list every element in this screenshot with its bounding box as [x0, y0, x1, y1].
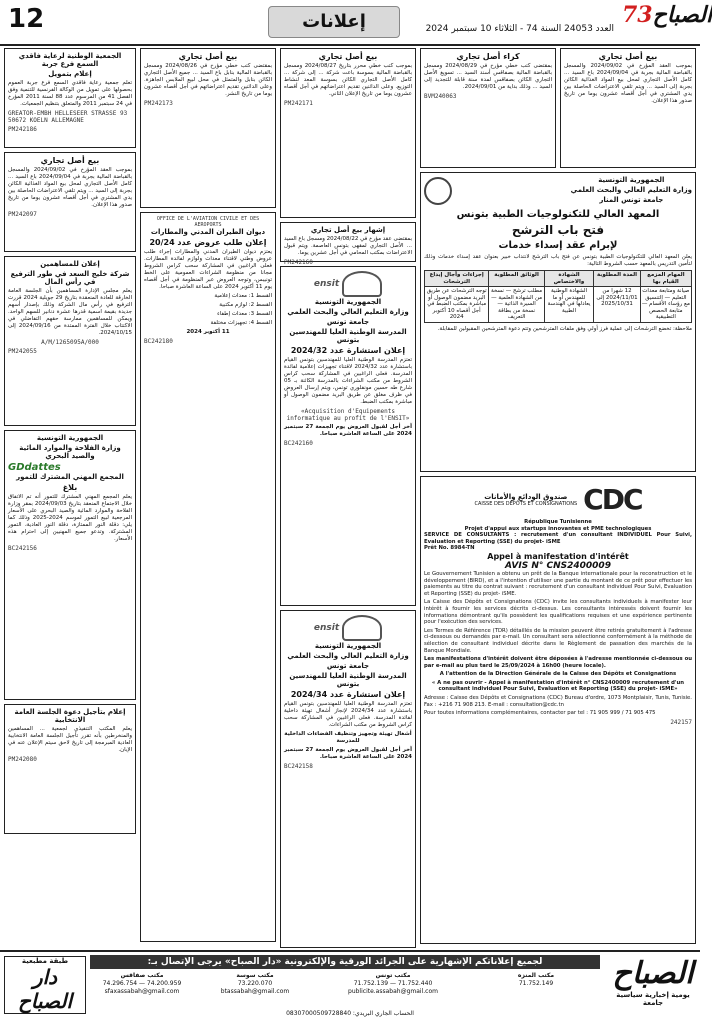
- ad-subtitle: شركة خليج السعد في طور الترفيع في رأس المال: [10, 270, 130, 286]
- republic: الجمهورية التونسية: [314, 642, 382, 650]
- ad-body: بموجب كتب خطي محرر بتاريخ 2024/08/27 ومسجل بالقباضة المالية بسوسة باعت شركة ... إلى شركة ... كامل الأصل التجاري الكائن بسوسة المعد لنشاط التوزيع. وعلى الدائنين تقديم اعتراضاتهم في أجل أقصاه عشرون يوما من تاريخ الإعلان الثاني.: [284, 63, 412, 97]
- ad-subtitle: إعلام بتمويل: [48, 70, 92, 78]
- ensit-logo: [284, 270, 412, 298]
- ad-ref: PM242055: [8, 348, 37, 355]
- fr-info: Pour toutes informations complémentaires, contacter par tel : 71 905 999 / 71 905 475: [424, 710, 656, 717]
- ad-body: تعتزم المدرسة الوطنية العليا للمهندسين بتونس القيام باستشارة عدد 2024/34 لإنجاز أشغال تهيئة داخلية لفائدة المدرسة. فعلى الراغبين في المشاركة سحب كراس الشروط من مكتب الشراءات.: [284, 701, 412, 728]
- office-email[interactable]: btassabah@gmail.com: [220, 988, 290, 995]
- table-cell: 12 شهرا من 2024/11/01 إلى 2025/10/31: [594, 287, 640, 323]
- table-header-cell: إجراءات وآجال إيداع الترشحات: [425, 271, 489, 287]
- table-cell: مطلب ترشح — نسخة من الشهادة العلمية — السيرة الذاتية — نسخة من بطاقة التعريف: [489, 287, 544, 323]
- ad-subtitle: وزارة الفلاحة والموارد المائية والصيد البحري: [19, 444, 121, 460]
- column-right: [420, 48, 696, 948]
- call-subtitle: لإبرام عقد إسداء خدمات: [498, 240, 618, 251]
- ad-civil-aviation: [140, 212, 276, 942]
- table-header-cell: المدة المطلوبة: [594, 271, 640, 287]
- ensit-mark-icon: [342, 271, 382, 297]
- fr-service: SERVICE DE CONSULTANTS : recrutement d'un consultant INDIVIDUEL Pour Suivi, Evaluation et Reporting (SSE) du projet- iSME: [424, 532, 692, 545]
- cdc-names: [474, 493, 577, 507]
- ad-body: تعلم جمعية رعاية فاقدي السمع فرع جربة العموم بحصولها على تمويل من الوكالة الفرنسية للتنمية وفق الفصل 41 من المرسوم عدد 88 لسنة 2011 المؤرخ في 24 سبتمبر 2011 والمتعلق بتنظيم الجمعيات.: [8, 80, 132, 107]
- ad-deadline: آخر أجل لقبول العروض يوم الجمعة 27 سبتمبر 2024 على الساعة العاشرة صباحا.: [284, 424, 412, 437]
- table-header-cell: الشهادة والاختصاص: [544, 271, 593, 287]
- logo-top: طبقة مطبعية: [21, 957, 69, 965]
- call-title: فتح باب الترشح: [511, 223, 605, 237]
- ad-body: بموجب العقد المؤرخ في 2024/09/02 والمسجل بالقباضة المالية بجربة في 2024/09/04 باع السيد ... كامل الأصل التجاري لمحل بيع المواد الغذائية الكائن بجربة إلى السيد ... ويتم تلقي الاعتراضات الحاصلة بين يدي المشتري في أجل أقصاه عشرون يوما من تاريخ صدور هذا الإعلان.: [8, 167, 132, 208]
- ad-ref: BC242158: [284, 763, 313, 770]
- institute-logo-icon: [424, 177, 452, 205]
- logo-text: الصباح: [652, 2, 712, 28]
- ad-ref: PM242186: [8, 126, 37, 133]
- fr-ami: Appel à manifestation d'intérêt: [487, 551, 629, 561]
- ad-ref: PM242080: [8, 756, 37, 763]
- office-title: مكتب سوسة: [236, 972, 274, 979]
- logo-number: 73: [622, 2, 653, 28]
- ad-deadline: 11 أكتوبر 2024: [186, 329, 230, 335]
- issue-line: العدد 24053 السنة 74 - الثلاثاء 10 سبتمبر 2024: [425, 24, 614, 34]
- table-header-cell: الوثائق المطلوبة: [489, 271, 544, 287]
- logo-text: الصباح: [612, 956, 694, 991]
- inst-republic: الجمهورية التونسية: [598, 176, 665, 184]
- assabah-logo: [610, 956, 696, 1016]
- institute-names: [571, 176, 692, 206]
- ad-body: تعتزم المدرسة الوطنية العليا للمهندسين بتونس القيام باستشارة عدد 2024/32 لاقتناء تجهيزات إعلامية لفائدة المدرسة. فعلى الراغبين في المشاركة سحب كراس الشروط من مكتب الشراءات بالمدرسة الكائنة بـ 05 شارع طه حسين مونفلوري تونس، ويتم إرسال العروض في ظرف مغلق عن طريق البريد مضمون الوصول أو مباشرة بمكتب الضبط.: [284, 357, 413, 405]
- office-menzah: [476, 972, 596, 988]
- ad-code: A/M/1265095A/000: [41, 339, 99, 346]
- logo-tagline: يومية إخبارية سياسية جامعة: [616, 991, 690, 1007]
- table-cell: توجه الترشحات عن طريق البريد مضمون الوصول أو مباشرة بمكتب الضبط في أجل أقصاه 10 أكتوبر 2024: [425, 287, 489, 323]
- lot-item: القسط 4: تجهيزات مختلفة: [210, 320, 272, 326]
- footer-band: لجميع إعلاناتكم الإشهارية على الجرائد الورقية والإلكترونية «دار الصباح» يرجى الإتصال بـ:: [90, 955, 600, 969]
- requirements-table: [424, 270, 692, 323]
- fr-address: Adresse : Caisse des Dépôts et Consignations (CDC) Bureau d'ordre, 1073 Montplaisir, Tunis, Tunisie. Fax : +216 71 908 213. E-mail : consultation@cdc.tn: [424, 695, 692, 708]
- ad-heading: بلاغ: [62, 483, 78, 492]
- cdc-letters: CDC: [583, 483, 642, 516]
- ad-ref: BC242180: [144, 338, 173, 345]
- ad-body: يعلم مجلس الإدارة المساهمين بأن الجلسة العامة الخارقة للعادة المنعقدة بتاريخ 29 جويلية 2024 قررت الترفيع في رأس مال الشركة وذلك بإصدار أسهم جديدة بقيمة اسمية قدرها عشرة دنانير للسهم الواحد. ويمكن للمساهمين ممارسة حقهم التفاضلي في الاكتتاب خلال الفترة الممتدة من 2024/09/16 إلى 2024/10/15.: [8, 288, 132, 336]
- ad-body: بمقتضى كتب خطي مؤرخ في 2024/08/26 ومسجل بالقباضة المالية بنابل باع السيد ... جميع الأصل التجاري الكائن بنابل والمتمثل في محل لبيع الملابس الجاهزة. وعلى الدائنين تقديم اعتراضاتهم في أجل أقصاه عشرون يوما من تاريخ النشر.: [144, 63, 272, 97]
- page-number: 12: [8, 4, 45, 34]
- ad-sale-business: [4, 152, 136, 252]
- ad-title: الجمهورية التونسية: [36, 434, 104, 442]
- ad-title: بيع أصل تجاري: [178, 52, 238, 61]
- table-header-row: [425, 271, 692, 287]
- ad-title: إشهار بيع أصل تجاري: [310, 226, 386, 234]
- ad-heading: إعلان طلب عروض عدد 20/24: [149, 238, 267, 247]
- lot-item: القسط 1: معدات إعلامية: [214, 293, 272, 299]
- ad-object: «Acquisition d'Equipements informatique au profit de l'ENSIT»: [286, 408, 410, 422]
- office-phones: 71.752.440 — 71.752.139: [353, 980, 433, 987]
- school: المدرسة الوطنية العليا للمهندسين بتونس: [289, 328, 407, 344]
- table-row: [425, 287, 692, 323]
- ad-ref: 242157: [670, 718, 692, 726]
- ad-shareholders: [4, 256, 136, 426]
- ministry: وزارة التعليم العالي والبحث العلمي: [287, 308, 409, 316]
- ad-title: بيع أصل تجاري: [40, 156, 100, 165]
- ministry: وزارة التعليم العالي والبحث العلمي: [287, 652, 409, 660]
- ensit-word: ensit: [313, 623, 340, 633]
- ad-lease-business: [420, 48, 556, 168]
- ad-sale-business-2: [140, 48, 276, 208]
- dar-assabah-logo: [4, 956, 86, 1014]
- ad-assembly-postpone: [4, 704, 136, 834]
- ad-ensit-34: [280, 610, 416, 948]
- logo-text: دار الصباح: [17, 965, 73, 1013]
- cdc-logo: [424, 483, 692, 516]
- ad-object: أشغال تهيئة وتجهيز وتنظيف الفضاءات الداخلية للمدرسة: [284, 731, 412, 744]
- ad-title: الجمعية الوطنية لرعاية فاقدي السمع فرع جربة: [18, 52, 122, 68]
- fr-body: Les Termes de Référence (TDR) détaillés de la mission peuvent être retirés gratuitement à l'adresse ci-dessous ou demandés par e-mail. Un consultant sera sélectionné conformément à la méthode de sélection de consultant individuel décrite dans le Règlement de passation des marchés de la Banque Mondiale.: [424, 627, 692, 654]
- gdattes-logo: GDdattes: [8, 462, 61, 473]
- cdc-name-ar: صندوق الودائع والأمانات: [484, 492, 568, 501]
- ad-ref: BC242156: [8, 545, 37, 552]
- ad-ref: PM242097: [8, 211, 37, 218]
- fr-addr-title: A l'attention de la Direction Générale de la Caisse des Dépôts et Consignations: [439, 671, 677, 678]
- ad-address: GREATOR-EMBH HELLESEER STRASSE 93 50672 KOELN ALLEMAGNE: [8, 110, 128, 124]
- ad-title: بيع أصل تجاري: [318, 52, 378, 61]
- table-cell: الشهادة الوطنية للمهندس أو ما يعادلها في الهندسة الطبية: [544, 287, 593, 323]
- ad-title: إعلان استشارة عدد 2024/34: [290, 690, 406, 699]
- ad-title: ديوان الطيران المدني والمطارات: [150, 228, 266, 236]
- office-phones: 74.200.959 — 74.296.754: [102, 980, 182, 987]
- fr-avis: AVIS N° CNS2400009: [505, 560, 611, 571]
- table-header-cell: المهام المزمع القيام بها: [640, 271, 691, 287]
- republic: الجمهورية التونسية: [314, 298, 382, 306]
- inst-ministry: وزارة التعليم العالي والبحث العلمي: [570, 186, 692, 194]
- table-cell: صيانة ومتابعة معدات التعليم — التنسيق مع رؤساء الأقسام — متابعة الحصص التطبيقية: [641, 288, 690, 320]
- ad-ensit-32: [280, 266, 416, 606]
- school: المدرسة الوطنية العليا للمهندسين بتونس: [289, 672, 407, 688]
- fr-body: La Caisse des Dépôts et Consignations (CDC) invite les consultants individuels à manifester leur intérêt à fournir les services décrits ci-dessus. Les consultants intéressés doivent fournir les informations démontrant qu'ils possèdent les qualifications requises et une expérience pertinente pour l'exécution des services.: [424, 599, 692, 626]
- page-header: [0, 0, 712, 46]
- ensit-mark-icon: [342, 615, 382, 641]
- lot-item: القسط 2: لوازم مكتبية: [219, 302, 272, 308]
- page-footer: [0, 950, 700, 1029]
- postal-account: الحساب الجاري البريدي: 08307000509728840: [286, 1010, 414, 1017]
- column-left: [4, 48, 136, 948]
- office-tunis: [318, 972, 468, 996]
- ad-ref: PM242160: [284, 259, 313, 266]
- lot-item: القسط 3: معدات إطفاء: [217, 311, 272, 317]
- inst-title: المعهد العالي للتكنولوجيات الطبية بتونس: [456, 209, 660, 220]
- ad-body: بمقتضى عقد مؤرخ في 2024/08/22 ومسجل باع السيد ... الأصل التجاري لمقهى بتونس العاصمة. ويتم قبول الاعتراضات بمكتب المحامي في أجل عشرين يوما.: [284, 236, 412, 256]
- university: جامعة تونس: [326, 318, 370, 326]
- inst-university: جامعة تونس المنار: [599, 196, 664, 204]
- office-title: مكتب تونس: [375, 972, 411, 979]
- ad-sale-business-4: [560, 48, 696, 168]
- ad-title: إعلان للمساهمين: [40, 260, 100, 268]
- ad-body: يعتزم ديوان الطيران المدني والمطارات إجراء طلب عروض وطني لاقتناء معدات ولوازم لفائدة المطارات. فعلى الراغبين في المشاركة سحب كراس الشروط مجانا من منظومة الشراءات العمومية على الخط تونيبس، وتوجه العروض عبر المنظومة في أجل أقصاه يوم 11 أكتوبر 2024 على الساعة العاشرة صباحا.: [144, 249, 272, 290]
- ensit-logo: [284, 614, 412, 642]
- office-phones: 73.220.070: [237, 980, 273, 987]
- ad-title: كراء أصل تجاري: [456, 52, 520, 61]
- fr-project: Projet d'appui aux startups innovantes et PME technologiques: [464, 525, 652, 532]
- office-sfax: [92, 972, 192, 996]
- column-third: [280, 48, 416, 948]
- ad-body: يعلم المكتب التنفيذي لجمعية ... المساهمين والمنخرطين بأنه تقرر تأجيل الجلسة العامة الانتخابية العادية المبرمجة إلى تاريخ لاحق سيتم الإعلان عنه في الإبان.: [8, 726, 132, 753]
- ad-body: بموجب العقد المؤرخ في 2024/09/02 والمسجل بالقباضة المالية بجربة في 2024/09/04 باع السيد ... كامل الأصل التجاري لمحل بيع المواد الغذائية الكائن بجربة إلى السيد ... ويتم تلقي الاعتراضات الحاصلة بين يدي المشتري في أجل أقصاه عشرون يوما من تاريخ صدور هذا الإعلان.: [564, 63, 692, 104]
- oaca-logo: OFFICE DE L'AVIATION CIVILE ET DES AEROPORTS: [156, 216, 260, 228]
- right-top-row: [420, 48, 696, 172]
- ad-dates-group: [4, 430, 136, 700]
- call-text: يعلن المعهد العالي للتكنولوجيات الطبية بتونس عن فتح باب الترشح لانتداب خبير بعنوان عقد إسداء خدمات وذلك لتأمين التدريس بالمعهد حسب الشروط التالية:: [424, 254, 692, 267]
- ad-ref: BC242160: [284, 440, 313, 447]
- ad-sale-business-3: [280, 48, 416, 218]
- fr-body: Les manifestations d'intérêt doivent être déposées à l'adresse mentionnée ci-dessous ou par e-mail au plus tard le 25/09/2024 à 16h00 (heure locale).: [424, 656, 692, 669]
- ad-title: إعلان استشارة عدد 2024/32: [290, 346, 406, 355]
- ad-association-funding: [4, 48, 136, 148]
- office-title: مكتب صفاقس: [120, 972, 164, 979]
- institute-head: [424, 176, 692, 206]
- section-title: إعلانات: [268, 6, 400, 38]
- fr-addr-object: « A ne pas ouvrir - Appel à manifestation d'intérêt n° CNS2400009 recrutement d'un consultant individuel Pour Suivi, Evaluation et Reporting (SSE) du projet- iSME»: [431, 679, 685, 693]
- office-title: مكتب المنزه: [517, 972, 555, 979]
- ad-ref: PM242173: [144, 100, 173, 107]
- fr-body: Le Gouvernement Tunisien a obtenu un prêt de la Banque internationale pour la reconstruction et le développement (BIRD), et a l'intention d'utiliser une partie du montant de ce prêt pour effectuer les paiements au titre du contrat suivant : recrutement d'un consultant individuel Pour Suivi, Evaluation et Reporting (SSE) du projet- iSME.: [424, 570, 692, 597]
- ad-cdc: [420, 476, 696, 944]
- ad-medical-institute: [420, 172, 696, 472]
- cdc-name-fr: CAISSE DES DÉPÔTS ET CONSIGNATIONS: [474, 500, 578, 507]
- column-second: [140, 48, 276, 948]
- call-note: ملاحظة: تخضع الترشحات إلى عملية فرز أولي وفق ملفات المترشحين وتتم دعوة المترشحين المقبولين للمقابلة.: [437, 325, 692, 332]
- ad-ref: PM242171: [284, 100, 313, 107]
- fr-pret: Prêt No. 8984-TN: [424, 545, 475, 552]
- ad-body: بمقتضى كتب خطي مؤرخ في 2024/08/29 ومسجل بالقباضة المالية بصفاقس أسند السيد ... تسويغ الأصل التجاري الكائن بصفاقس لمدة سنة قابلة للتجديد إلى السيد ... وذلك بداية من 2024/09/01.: [424, 63, 552, 90]
- university: جامعة تونس: [326, 662, 370, 670]
- fr-republic: République Tunisienne: [524, 519, 592, 525]
- office-email[interactable]: sfaxassabah@gmail.com: [104, 988, 180, 995]
- ad-sale-publicity: [280, 222, 416, 266]
- ad-title: إعلام بتأجيل دعوة الجلسة العامة الانتخابية: [14, 708, 126, 724]
- ad-subtitle-2: المجمع المهني المشترك للتمور: [16, 473, 124, 481]
- office-phones: 71.752.149: [518, 980, 554, 987]
- newspaper-logo: [620, 2, 712, 28]
- ad-title: بيع أصل تجاري: [598, 52, 658, 61]
- office-sousse: [200, 972, 310, 996]
- ad-ref: BVM240063: [424, 93, 457, 100]
- ad-body: يعلم المجمع المهني المشترك للتمور أنه تم الاتفاق خلال الاجتماع المنعقد بتاريخ 2024/09/03 بمقر وزارة الفلاحة والموارد المائية والصيد البحري على الأسعار المرجعية لبيع التمور لموسم 2024-2025 وذلك كما يلي: دقلة النور الممتازة، دقلة النور العادية، التمور المشتركة. وتدعو جميع المهنيين إلى احترام هذه الأسعار.: [8, 494, 132, 542]
- ad-deadline: آخر أجل لقبول العروض يوم الجمعة 27 سبتمبر 2024 على الساعة العاشرة صباحا.: [284, 747, 412, 760]
- office-email[interactable]: publicite.assabah@gmail.com: [348, 988, 438, 995]
- ensit-word: ensit: [313, 279, 340, 289]
